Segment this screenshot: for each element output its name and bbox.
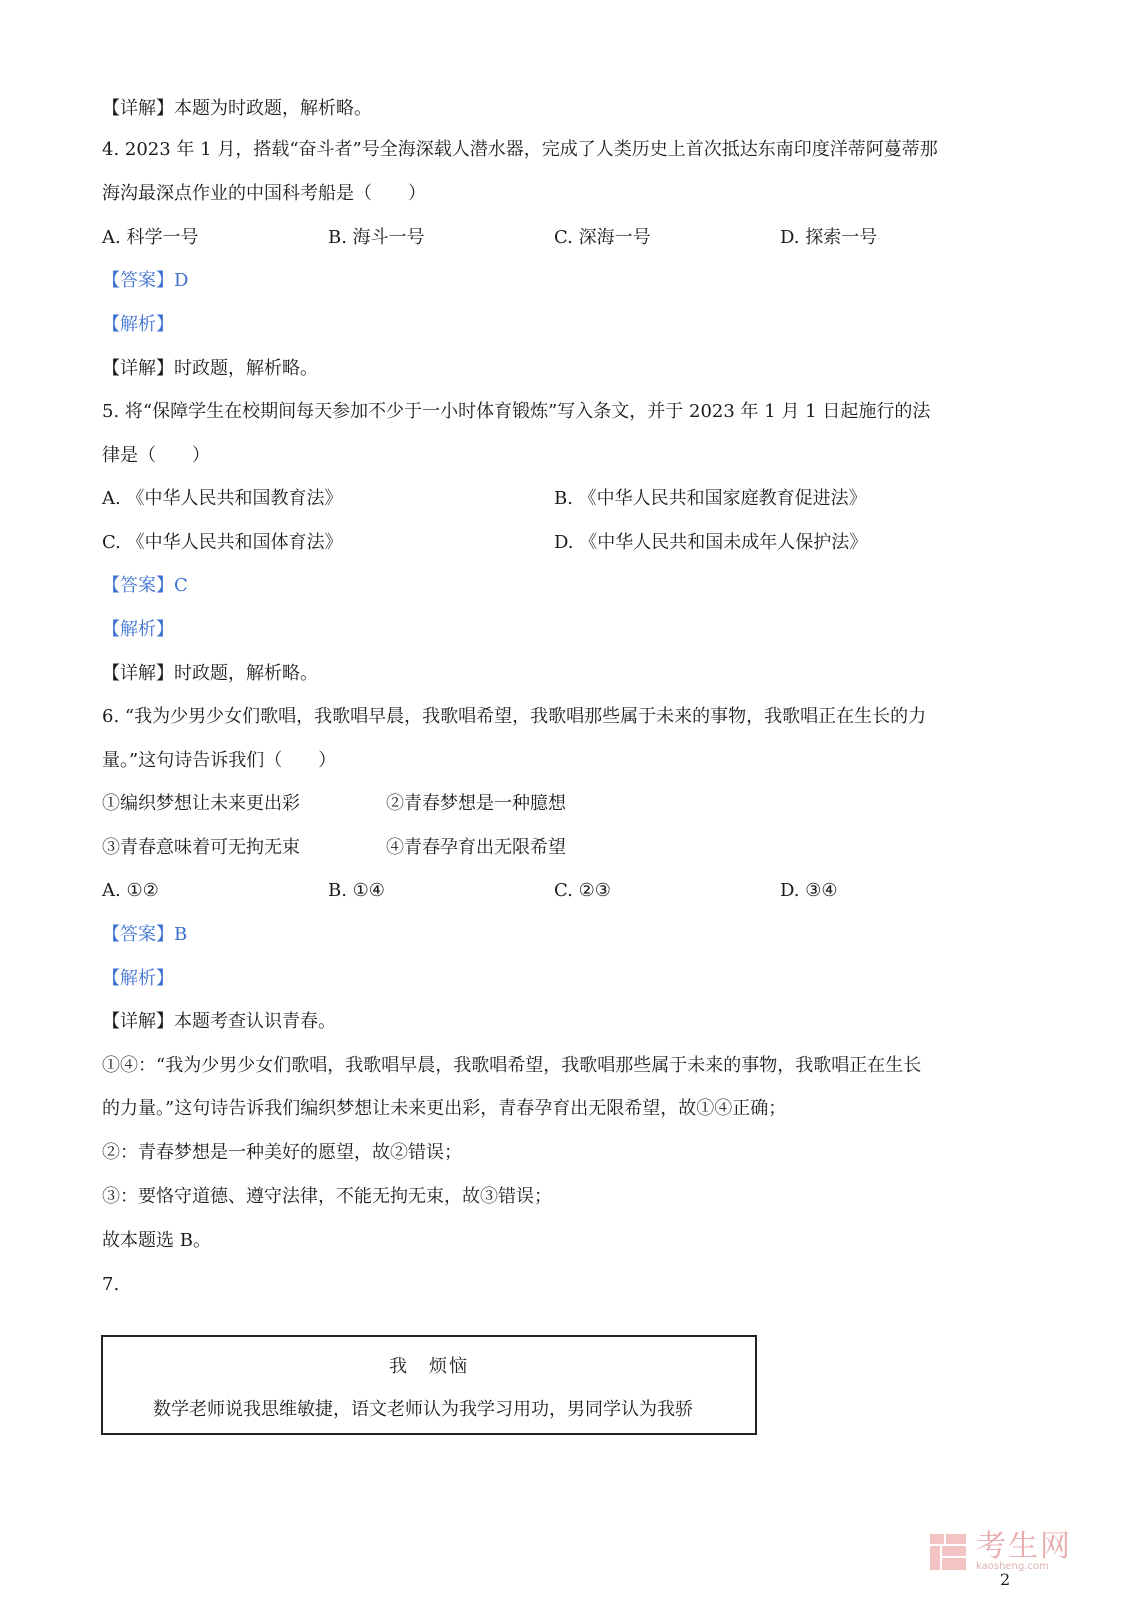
answer-6: 【答案】B — [102, 924, 188, 945]
textbox-text: 数学老师说我思维敏捷，语文老师认为我学习用功，男同学认为我骄 — [153, 1399, 693, 1420]
explanation-line-5: 故本题选 B。 — [102, 1230, 211, 1251]
q6-option-a: A. ①② — [102, 880, 159, 901]
textbox-title: 我 烦恼 — [389, 1356, 469, 1377]
explanation-line-3: ②：青春梦想是一种美好的愿望，故②错误； — [102, 1142, 462, 1163]
q6-option-b: B. ①④ — [328, 880, 385, 901]
watermark — [928, 1529, 1072, 1572]
question-5-line1: 5. 将“保障学生在校期间每天参加不少于一小时体育锻炼”写入条文，并于 2023 年 1 月 1 日起施行的法 — [102, 401, 931, 422]
q5-option-b: B. 《中华人民共和国家庭教育促进法》 — [554, 488, 867, 509]
q5-option-d: D. 《中华人民共和国未成年人保护法》 — [554, 532, 868, 553]
explanation-line-2: 的力量。”这句诗告诉我们编织梦想让未来更出彩，青春孕育出无限希望，故①④正确； — [102, 1098, 787, 1119]
q4-option-d: D. 探索一号 — [780, 227, 878, 248]
explanation-line-1: ①④：“我为少男少女们歌唱，我歌唱早晨，我歌唱希望，我歌唱那些属于未来的事物，我歌唱正在生长 — [102, 1055, 922, 1076]
answer-5: 【答案】C — [102, 575, 188, 596]
question-4-line1: 4. 2023 年 1 月，搭载“奋斗者”号全海深载人潜水器，完成了人类历史上首次抵达东南印度洋蒂阿蔓蒂那 — [102, 139, 938, 160]
detail-5: 【详解】时政题，解析略。 — [102, 663, 318, 684]
q6-statement-1: ①编织梦想让未来更出彩 — [102, 793, 300, 814]
analysis-4: 【解析】 — [102, 314, 174, 335]
q4-option-c: C. 深海一号 — [554, 227, 651, 248]
q5-option-a: A. 《中华人民共和国教育法》 — [102, 488, 343, 509]
q6-statement-4: ④青春孕育出无限希望 — [386, 837, 566, 858]
analysis-5: 【解析】 — [102, 619, 174, 640]
detail-4: 【详解】时政题，解析略。 — [102, 358, 318, 379]
q6-statement-3: ③青春意味着可无拘无束 — [102, 837, 300, 858]
detail-q3: 【详解】本题为时政题，解析略。 — [102, 98, 372, 119]
q4-option-b: B. 海斗一号 — [328, 227, 425, 248]
q5-option-c: C. 《中华人民共和国体育法》 — [102, 532, 343, 553]
answer-4: 【答案】D — [102, 270, 189, 291]
q6-statement-2: ②青春梦想是一种臆想 — [386, 793, 566, 814]
question-6-line1: 6. “我为少男少女们歌唱，我歌唱早晨，我歌唱希望，我歌唱那些属于未来的事物，我歌唱正在生长的力 — [102, 706, 927, 727]
watermark-url: kaosheng.com — [976, 1561, 1049, 1572]
question-7-number: 7. — [102, 1274, 120, 1295]
watermark-text: 考生网 — [976, 1529, 1072, 1564]
explanation-line-4: ③：要恪守道德、遵守法律，不能无拘无束，故③错误； — [102, 1186, 552, 1207]
page-number: 2 — [1000, 1570, 1011, 1589]
q6-option-c: C. ②③ — [554, 880, 611, 901]
q6-option-d: D. ③④ — [780, 880, 838, 901]
watermark-logo-icon — [928, 1532, 968, 1572]
question-5-line2: 律是（ ） — [102, 445, 210, 466]
detail-6: 【详解】本题考查认识青春。 — [102, 1011, 336, 1032]
q4-option-a: A. 科学一号 — [102, 227, 199, 248]
question-4-line2: 海沟最深点作业的中国科考船是（ ） — [102, 183, 426, 204]
question-7-textbox — [101, 1335, 757, 1435]
question-6-line2: 量。”这句诗告诉我们（ ） — [102, 750, 337, 771]
analysis-6: 【解析】 — [102, 968, 174, 989]
